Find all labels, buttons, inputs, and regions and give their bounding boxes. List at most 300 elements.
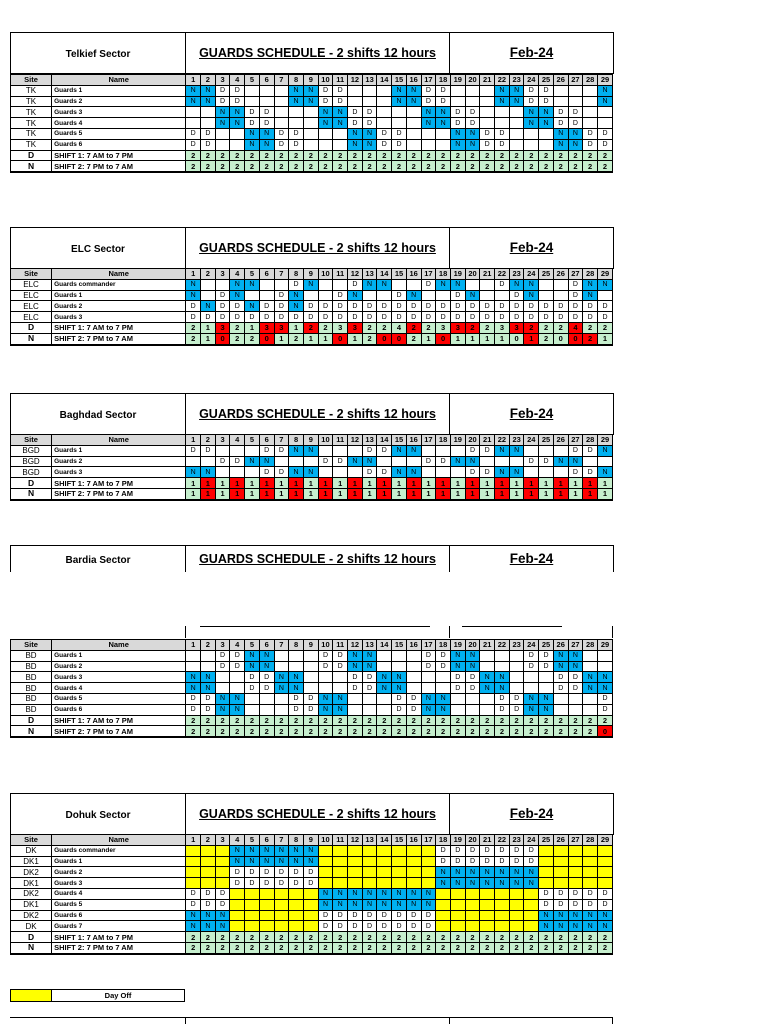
shift-count: 2 xyxy=(318,942,333,953)
schedule-cell: D xyxy=(392,921,407,932)
shift-total-row xyxy=(11,478,613,489)
shift-count: 2 xyxy=(553,150,568,161)
shift-count: 2 xyxy=(201,942,216,953)
day-header: 9 xyxy=(303,75,318,86)
schedule-cell xyxy=(568,856,583,867)
schedule-cell xyxy=(539,467,554,478)
schedule-cell: D xyxy=(186,888,201,899)
schedule-cell: N xyxy=(597,672,612,683)
schedule-cell: N xyxy=(289,683,304,694)
site-cell: BD xyxy=(11,693,52,704)
schedule-cell: N xyxy=(421,118,436,129)
guard-name: Guards commander xyxy=(52,279,186,290)
schedule-cell: D xyxy=(362,467,377,478)
day-header: 1 xyxy=(186,75,201,86)
schedule-cell: N xyxy=(230,856,245,867)
schedule-cell: D xyxy=(186,301,201,312)
guard-name: Guards 1 xyxy=(52,85,186,96)
schedule-cell xyxy=(377,704,392,715)
schedule-cell xyxy=(274,85,289,96)
schedule-cell xyxy=(230,139,245,150)
schedule-cell: D xyxy=(583,467,598,478)
shift-count: 2 xyxy=(333,726,348,737)
schedule-cell xyxy=(303,661,318,672)
schedule-cell xyxy=(245,96,260,107)
schedule-cell: D xyxy=(377,467,392,478)
day-header: 24 xyxy=(524,269,539,280)
schedule-cell: D xyxy=(524,845,539,856)
shift-count: 2 xyxy=(201,161,216,172)
schedule-cell: D xyxy=(480,445,495,456)
day-header: 11 xyxy=(333,75,348,86)
schedule-cell: D xyxy=(303,693,318,704)
shift-count: 2 xyxy=(333,932,348,943)
shift-count: 2 xyxy=(392,942,407,953)
day-header: 25 xyxy=(539,269,554,280)
shift-count: 2 xyxy=(245,161,260,172)
schedule-cell: D xyxy=(583,301,598,312)
site-cell: TK xyxy=(11,96,52,107)
day-header: 13 xyxy=(362,835,377,846)
shift-total-row xyxy=(11,488,613,499)
schedule-cell: D xyxy=(421,650,436,661)
shift-code: D xyxy=(11,932,52,943)
shift-count: 2 xyxy=(465,715,480,726)
shift-count: 2 xyxy=(583,715,598,726)
shift-count: 2 xyxy=(377,150,392,161)
schedule-cell: D xyxy=(465,445,480,456)
site-cell: BD xyxy=(11,704,52,715)
schedule-cell xyxy=(348,845,363,856)
schedule-cell: N xyxy=(436,704,451,715)
shift-count: 2 xyxy=(392,726,407,737)
schedule-cell xyxy=(450,921,465,932)
site-cell: TK xyxy=(11,107,52,118)
schedule-cell xyxy=(186,118,201,129)
day-header: 19 xyxy=(450,269,465,280)
shift-count: 2 xyxy=(318,322,333,333)
schedule-cell xyxy=(377,85,392,96)
schedule-cell xyxy=(186,107,201,118)
schedule-cell xyxy=(539,139,554,150)
schedule-cell xyxy=(568,693,583,704)
schedule-cell: D xyxy=(436,301,451,312)
schedule-cell: D xyxy=(259,867,274,878)
schedule-cell xyxy=(377,856,392,867)
schedule-cell: D xyxy=(333,921,348,932)
shift-code: N xyxy=(11,161,52,172)
schedule-cell xyxy=(568,867,583,878)
schedule-cell xyxy=(245,888,260,899)
schedule-cell xyxy=(318,128,333,139)
schedule-cell xyxy=(230,888,245,899)
schedule-cell xyxy=(421,683,436,694)
schedule-cell: D xyxy=(465,845,480,856)
shift-count: 2 xyxy=(539,715,554,726)
schedule-cell: N xyxy=(597,85,612,96)
schedule-cell: N xyxy=(186,290,201,301)
day-header: 1 xyxy=(186,269,201,280)
shift-count: 2 xyxy=(377,932,392,943)
schedule-cell: D xyxy=(436,96,451,107)
schedule-cell: D xyxy=(597,693,612,704)
day-header: 13 xyxy=(362,640,377,651)
shift-count: 2 xyxy=(186,150,201,161)
schedule-cell xyxy=(465,921,480,932)
schedule-cell xyxy=(303,456,318,467)
day-header: 2 xyxy=(201,640,216,651)
schedule-cell xyxy=(245,85,260,96)
schedule-cell xyxy=(480,650,495,661)
shift-label: SHIFT 2: 7 PM to 7 AM xyxy=(52,942,186,953)
schedule-cell xyxy=(289,107,304,118)
shift-count: 1 xyxy=(597,488,612,499)
schedule-cell xyxy=(539,867,554,878)
schedule-cell: D xyxy=(362,672,377,683)
shift-count: 2 xyxy=(524,161,539,172)
schedule-cell: N xyxy=(450,867,465,878)
shift-count: 2 xyxy=(201,726,216,737)
schedule-cell: N xyxy=(465,139,480,150)
day-header: 6 xyxy=(259,75,274,86)
schedule-cell xyxy=(289,910,304,921)
schedule-title: GUARDS SCHEDULE - 2 shifts 12 hours xyxy=(199,552,436,566)
schedule-cell: N xyxy=(450,650,465,661)
day-header: 23 xyxy=(509,640,524,651)
schedule-cell xyxy=(539,445,554,456)
schedule-cell: N xyxy=(377,888,392,899)
schedule-cell: N xyxy=(259,650,274,661)
schedule-cell xyxy=(436,139,451,150)
day-header: 4 xyxy=(230,269,245,280)
schedule-cell: N xyxy=(597,921,612,932)
schedule-cell: N xyxy=(495,467,510,478)
schedule-cell xyxy=(377,96,392,107)
schedule-cell: N xyxy=(406,888,421,899)
schedule-cell xyxy=(201,867,216,878)
schedule-cell: N xyxy=(318,899,333,910)
day-header: 12 xyxy=(348,269,363,280)
shift-count: 2 xyxy=(333,161,348,172)
shift-count: 2 xyxy=(583,150,598,161)
sector-name: Dohuk Sector xyxy=(65,810,131,821)
schedule-cell xyxy=(524,888,539,899)
guard-name: Guards 4 xyxy=(52,118,186,129)
schedule-cell: D xyxy=(597,312,612,323)
day-header: 16 xyxy=(406,75,421,86)
section-header xyxy=(10,545,613,572)
day-header: 8 xyxy=(289,435,304,446)
site-cell: ELC xyxy=(11,290,52,301)
schedule-cell: D xyxy=(201,693,216,704)
schedule-cell xyxy=(318,467,333,478)
schedule-cell xyxy=(583,878,598,889)
shift-count: 2 xyxy=(539,161,554,172)
shift-count: 2 xyxy=(495,161,510,172)
shift-count: 2 xyxy=(186,942,201,953)
shift-count: 2 xyxy=(480,726,495,737)
sector-name: Telkief Sector xyxy=(65,49,131,60)
schedule-cell xyxy=(583,845,598,856)
schedule-cell: D xyxy=(274,290,289,301)
schedule-cell xyxy=(553,467,568,478)
day-header: 4 xyxy=(230,835,245,846)
schedule-cell xyxy=(274,279,289,290)
schedule-cell: D xyxy=(333,456,348,467)
schedule-cell: D xyxy=(186,899,201,910)
day-header: 13 xyxy=(362,75,377,86)
schedule-cell xyxy=(318,290,333,301)
shift-count: 2 xyxy=(186,932,201,943)
schedule-cell: D xyxy=(436,85,451,96)
shift-count: 2 xyxy=(392,161,407,172)
schedule-cell xyxy=(553,693,568,704)
section-header xyxy=(10,227,613,269)
schedule-cell: D xyxy=(568,672,583,683)
day-header: 21 xyxy=(480,75,495,86)
schedule-cell xyxy=(274,888,289,899)
shift-count: 2 xyxy=(245,942,260,953)
schedule-cell: N xyxy=(245,139,260,150)
schedule-cell xyxy=(465,693,480,704)
day-header: 17 xyxy=(421,269,436,280)
day-header: 20 xyxy=(465,75,480,86)
shift-count: 2 xyxy=(201,932,216,943)
schedule-cell: N xyxy=(524,693,539,704)
schedule-cell: D xyxy=(259,118,274,129)
schedule-cell: N xyxy=(509,867,524,878)
schedule-cell: D xyxy=(362,301,377,312)
schedule-cell xyxy=(568,96,583,107)
schedule-cell xyxy=(539,128,554,139)
schedule-cell: N xyxy=(406,467,421,478)
schedule-cell: D xyxy=(553,888,568,899)
guard-row xyxy=(11,139,613,150)
schedule-cell xyxy=(539,683,554,694)
shift-count: 2 xyxy=(450,932,465,943)
shift-count: 1 xyxy=(318,478,333,489)
schedule-cell xyxy=(303,672,318,683)
schedule-cell xyxy=(421,128,436,139)
guard-row xyxy=(11,650,613,661)
schedule-cell: D xyxy=(465,672,480,683)
schedule-cell: D xyxy=(289,312,304,323)
schedule-cell xyxy=(303,128,318,139)
site-cell: BD xyxy=(11,672,52,683)
shift-count: 2 xyxy=(215,932,230,943)
shift-count: 2 xyxy=(245,726,260,737)
shift-count: 2 xyxy=(348,942,363,953)
shift-count: 2 xyxy=(553,932,568,943)
schedule-cell: D xyxy=(392,301,407,312)
shift-count: 1 xyxy=(303,488,318,499)
shift-count: 2 xyxy=(201,150,216,161)
shift-count: 3 xyxy=(495,322,510,333)
schedule-cell: D xyxy=(215,888,230,899)
column-header-row xyxy=(11,269,613,280)
schedule-cell xyxy=(495,921,510,932)
shift-count: 4 xyxy=(568,322,583,333)
schedule-cell: N xyxy=(348,290,363,301)
schedule-cell: N xyxy=(583,921,598,932)
schedule-cell: D xyxy=(318,85,333,96)
schedule-grid xyxy=(10,434,613,501)
schedule-cell: D xyxy=(318,921,333,932)
site-cell: TK xyxy=(11,128,52,139)
schedule-cell: D xyxy=(201,139,216,150)
day-header: 23 xyxy=(509,269,524,280)
schedule-cell: N xyxy=(274,672,289,683)
schedule-cell: D xyxy=(450,107,465,118)
schedule-cell xyxy=(539,290,554,301)
schedule-cell: N xyxy=(348,888,363,899)
shift-count: 2 xyxy=(450,150,465,161)
shift-count: 0 xyxy=(215,333,230,344)
shift-count: 2 xyxy=(406,161,421,172)
shift-count: 2 xyxy=(436,715,451,726)
schedule-cell: N xyxy=(524,118,539,129)
schedule-cell xyxy=(524,672,539,683)
schedule-cell xyxy=(406,139,421,150)
guard-row xyxy=(11,290,613,301)
day-header: 25 xyxy=(539,835,554,846)
site-cell: DK1 xyxy=(11,856,52,867)
schedule-cell: D xyxy=(333,650,348,661)
schedule-cell xyxy=(186,867,201,878)
schedule-cell: D xyxy=(568,279,583,290)
day-header: 14 xyxy=(377,435,392,446)
schedule-cell: D xyxy=(421,661,436,672)
schedule-cell xyxy=(597,856,612,867)
schedule-cell: D xyxy=(495,301,510,312)
schedule-cell xyxy=(333,683,348,694)
schedule-cell: N xyxy=(245,128,260,139)
schedule-cell: D xyxy=(289,878,304,889)
guard-name: Guards 5 xyxy=(52,899,186,910)
schedule-cell xyxy=(539,856,554,867)
schedule-cell: D xyxy=(377,910,392,921)
schedule-cell: N xyxy=(524,107,539,118)
shift-count: 2 xyxy=(215,161,230,172)
shift-code: N xyxy=(11,942,52,953)
shift-count: 1 xyxy=(406,478,421,489)
day-header: 16 xyxy=(406,435,421,446)
schedule-cell: D xyxy=(436,845,451,856)
schedule-cell: D xyxy=(333,910,348,921)
day-header: 2 xyxy=(201,835,216,846)
shift-code: N xyxy=(11,726,52,737)
schedule-cell xyxy=(215,279,230,290)
schedule-cell: D xyxy=(362,683,377,694)
schedule-cell: D xyxy=(348,683,363,694)
schedule-cell xyxy=(553,279,568,290)
schedule-cell: N xyxy=(377,672,392,683)
schedule-cell: N xyxy=(348,128,363,139)
day-header: 28 xyxy=(583,269,598,280)
schedule-cell: N xyxy=(436,118,451,129)
schedule-cell: N xyxy=(553,139,568,150)
schedule-cell: D xyxy=(259,878,274,889)
schedule-cell xyxy=(480,279,495,290)
schedule-cell: D xyxy=(377,301,392,312)
shift-count: 2 xyxy=(495,932,510,943)
day-header: 17 xyxy=(421,640,436,651)
shift-count: 0 xyxy=(597,726,612,737)
schedule-cell: D xyxy=(597,899,612,910)
schedule-cell: D xyxy=(421,921,436,932)
shift-count: 1 xyxy=(524,488,539,499)
schedule-cell: N xyxy=(450,128,465,139)
shift-count: 1 xyxy=(568,488,583,499)
schedule-cell xyxy=(495,107,510,118)
shift-label: SHIFT 2: 7 PM to 7 AM xyxy=(52,726,186,737)
schedule-cell: D xyxy=(259,672,274,683)
guard-name: Guards 3 xyxy=(52,878,186,889)
site-cell: ELC xyxy=(11,279,52,290)
schedule-cell xyxy=(583,661,598,672)
schedule-cell: D xyxy=(318,650,333,661)
day-header: 27 xyxy=(568,435,583,446)
schedule-cell xyxy=(524,921,539,932)
day-header: 16 xyxy=(406,269,421,280)
shift-count: 0 xyxy=(568,333,583,344)
shift-count: 2 xyxy=(289,150,304,161)
shift-count: 2 xyxy=(245,715,260,726)
schedule-cell: N xyxy=(333,704,348,715)
site-column-header: Site xyxy=(11,835,52,846)
schedule-cell: D xyxy=(539,899,554,910)
schedule-cell: D xyxy=(303,312,318,323)
schedule-cell xyxy=(406,128,421,139)
day-header: 2 xyxy=(201,269,216,280)
shift-count: 2 xyxy=(377,942,392,953)
schedule-cell: D xyxy=(392,704,407,715)
schedule-cell xyxy=(303,921,318,932)
schedule-cell xyxy=(215,867,230,878)
shift-count: 1 xyxy=(348,333,363,344)
shift-count: 1 xyxy=(289,488,304,499)
schedule-cell: D xyxy=(215,290,230,301)
schedule-cell xyxy=(230,921,245,932)
day-header: 29 xyxy=(597,640,612,651)
schedule-cell xyxy=(480,96,495,107)
schedule-cell: D xyxy=(450,672,465,683)
shift-count: 1 xyxy=(318,333,333,344)
schedule-cell: D xyxy=(274,139,289,150)
schedule-cell: D xyxy=(215,85,230,96)
schedule-cell: D xyxy=(436,456,451,467)
schedule-cell xyxy=(406,856,421,867)
schedule-cell: N xyxy=(186,672,201,683)
day-header: 15 xyxy=(392,75,407,86)
schedule-cell: N xyxy=(539,693,554,704)
schedule-cell xyxy=(495,910,510,921)
day-header: 9 xyxy=(303,435,318,446)
shift-count: 2 xyxy=(230,715,245,726)
day-header: 6 xyxy=(259,640,274,651)
schedule-cell: N xyxy=(259,139,274,150)
schedule-cell: N xyxy=(421,693,436,704)
schedule-cell: N xyxy=(392,672,407,683)
shift-count: 2 xyxy=(186,333,201,344)
schedule-cell: D xyxy=(289,704,304,715)
schedule-cell: N xyxy=(495,85,510,96)
shift-count: 2 xyxy=(303,322,318,333)
shift-count: 3 xyxy=(259,322,274,333)
schedule-cell: D xyxy=(201,445,216,456)
schedule-cell xyxy=(201,279,216,290)
schedule-cell: D xyxy=(568,290,583,301)
